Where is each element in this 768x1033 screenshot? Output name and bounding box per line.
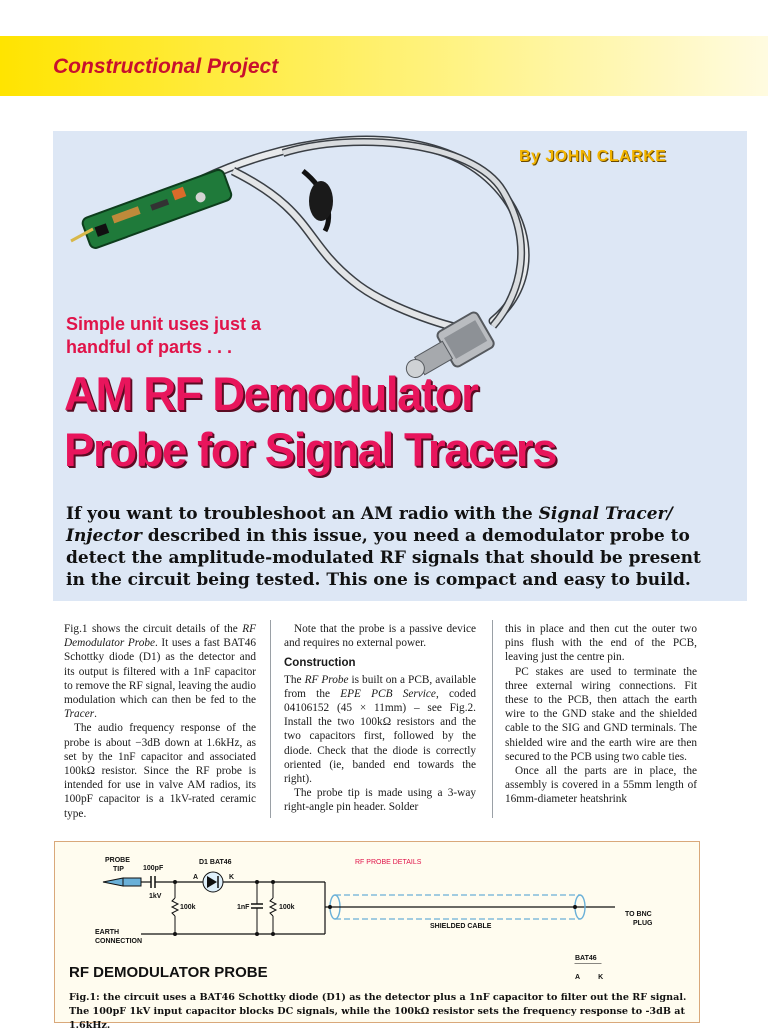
figure-caption: Fig.1: the circuit uses a BAT46 Schottky diode (D1) as the detector plus a 1nF capacitor to filter out the RF signal. The 100pF 1kV input capacitor blocks DC signals, while the 100kΩ resistor sets the frequency response to -3dB at 1.6kHz. <box>69 992 687 1031</box>
body-paragraph: PC stakes are used to terminate the three external wiring connections. Fit these to the PCB, then attach the earth wire to the GND stake and the shielded cable to the SIG and GND terminals. The shielded wire and the earth wire are then secured to the PCB using two cable ties. <box>505 665 697 763</box>
diode-pin-labels: A K <box>575 974 604 981</box>
subtitle <box>66 313 326 359</box>
figure-1 <box>54 841 700 1031</box>
body-paragraph: The probe tip is made using a 3-way right-angle pin header. Solder <box>284 787 476 814</box>
c2-label: 1nF <box>237 904 250 911</box>
earth-label-2: CONNECTION <box>95 938 143 945</box>
headline-line-1: AM RF Demodulator <box>64 367 478 420</box>
probe-label-2: TIP <box>113 866 124 873</box>
r1-label: 100k <box>180 904 196 911</box>
diode-part-label: BAT46 <box>575 955 597 962</box>
c1-label: 100pF <box>143 865 164 872</box>
column-2 <box>284 622 476 815</box>
byline: By JOHN CLARKE <box>519 148 667 165</box>
r2-label: 100k <box>279 904 295 911</box>
body-paragraph: The RF Probe is built on a PCB, available from the EPE PCB Service, coded 04106152 (45 × 11mm) – see Fig.2. Install the two 100kΩ resistors and the two capacitors first, followed by the diode. Check that the diode is correctly oriented (ie, banded end towards the right). <box>284 673 476 786</box>
earth-label-1: EARTH <box>95 929 120 936</box>
column-divider <box>492 620 493 818</box>
intro-paragraph: If you want to troubleshoot an AM radio with the Signal Tracer/ Injector described in this issue, you need a demodulator probe to detect the amplitude-modulated RF signals that should be present in the circuit being tested. This one is compact and easy to build. <box>66 504 701 590</box>
d1-anode: A <box>193 874 199 881</box>
body-paragraph: Once all the parts are in place, the assembly is covered in a 55mm length of 16mm-diameter heatshrink <box>505 765 697 806</box>
d1-label: D1 BAT46 <box>199 859 232 866</box>
body-paragraph: The audio frequency response of the probe is about −3dB down at 1.6kHz, as set by the 1nF capacitor and associated 100kΩ resistor. Since the RF probe is intended for use in valve AM radios, its 100pF capacitor is a 1kV-rated ceramic type. <box>64 722 256 820</box>
circuit-diagram <box>55 842 699 964</box>
body-paragraph: Note that the probe is a passive device and requires no external power. <box>284 623 476 650</box>
figure-title: RF DEMODULATOR PROBE <box>69 964 268 981</box>
column-1 <box>64 622 256 821</box>
column-3 <box>505 622 697 807</box>
column-divider <box>270 620 271 818</box>
cable-label: SHIELDED CABLE <box>430 923 492 930</box>
subtitle-line-1: Simple unit uses just a <box>66 314 262 334</box>
subtitle-line-2: handful of parts . . . <box>66 337 232 357</box>
section-label: Constructional Project <box>53 55 279 78</box>
body-paragraph: this in place and then cut the outer two pins flush with the end of the PCB, leaving just the centre pin. <box>505 623 697 664</box>
body-paragraph: Fig.1 shows the circuit details of the RF Demodulator Probe. It uses a fast BAT46 Schottky diode (D1) as the detector and its output is filtered with a 1nF capacitor to remove the RF signal, leaving the audio modulation which can then be fed to the Tracer. <box>64 623 257 721</box>
section-heading: Construction <box>284 657 356 670</box>
headline <box>64 366 724 478</box>
probe-label-1: PROBE <box>105 857 130 864</box>
bnc-label-1: TO BNC <box>625 911 652 918</box>
c1-rating: 1kV <box>149 893 162 900</box>
figure-header-note: RF PROBE DETAILS <box>355 859 422 866</box>
headline-line-2: Probe for Signal Tracers <box>64 423 557 476</box>
bnc-label-2: PLUG <box>633 920 653 927</box>
d1-cathode: K <box>229 874 235 881</box>
